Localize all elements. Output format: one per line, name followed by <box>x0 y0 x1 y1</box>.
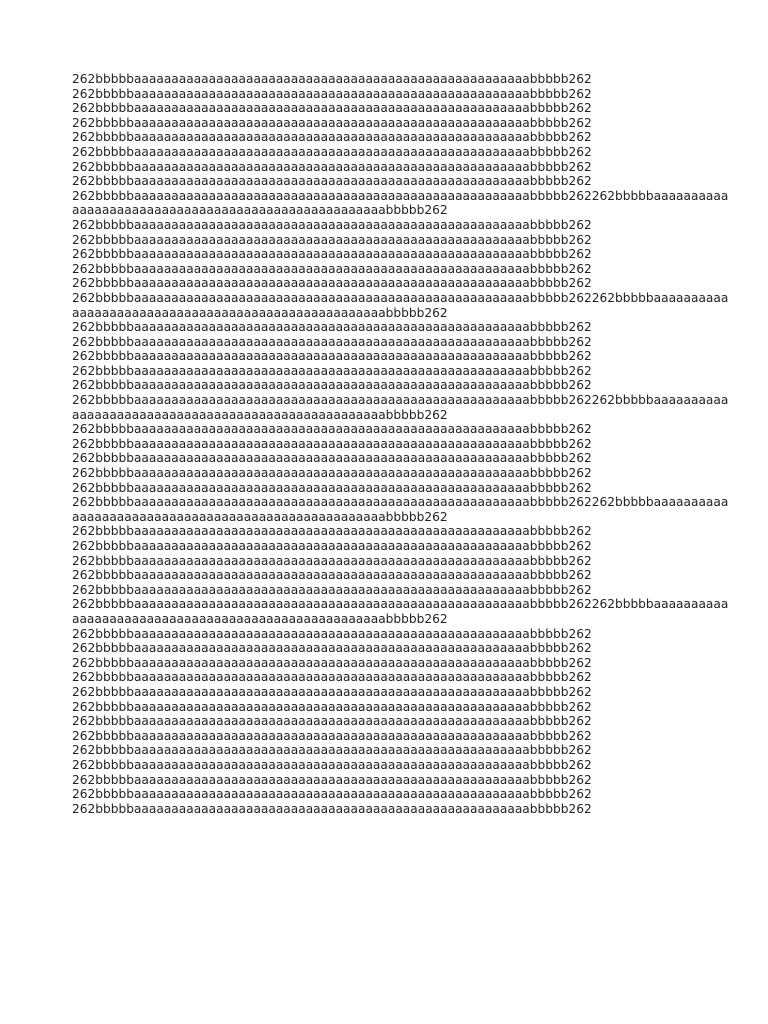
text-line: 262bbbbbaaaaaaaaaaaaaaaaaaaaaaaaaaaaaaaaaaaaaaaaaaaaaaaaaaaaabbbbb262 <box>72 655 592 670</box>
text-line: 262bbbbbaaaaaaaaaaaaaaaaaaaaaaaaaaaaaaaaaaaaaaaaaaaaaaaaaaaaabbbbb262 <box>72 568 592 583</box>
text-line: 262bbbbbaaaaaaaaaaaaaaaaaaaaaaaaaaaaaaaaaaaaaaaaaaaaaaaaaaaaabbbbb262 <box>72 641 592 656</box>
text-line: 262bbbbbaaaaaaaaaaaaaaaaaaaaaaaaaaaaaaaaaaaaaaaaaaaaaaaaaaaaabbbbb262 <box>72 174 592 189</box>
text-line: 262bbbbbaaaaaaaaaaaaaaaaaaaaaaaaaaaaaaaaaaaaaaaaaaaaaaaaaaaaabbbbb262262bbbbbaaaaaaaaaa <box>72 393 729 408</box>
text-line: 262bbbbbaaaaaaaaaaaaaaaaaaaaaaaaaaaaaaaaaaaaaaaaaaaaaaaaaaaaabbbbb262 <box>72 349 592 364</box>
text-line: 262bbbbbaaaaaaaaaaaaaaaaaaaaaaaaaaaaaaaaaaaaaaaaaaaaaaaaaaaaabbbbb262 <box>72 772 592 787</box>
text-line: 262bbbbbaaaaaaaaaaaaaaaaaaaaaaaaaaaaaaaaaaaaaaaaaaaaaaaaaaaaabbbbb262 <box>72 115 592 130</box>
text-line: 262bbbbbaaaaaaaaaaaaaaaaaaaaaaaaaaaaaaaaaaaaaaaaaaaaaaaaaaaaabbbbb262 <box>72 801 592 816</box>
text-line: 262bbbbbaaaaaaaaaaaaaaaaaaaaaaaaaaaaaaaaaaaaaaaaaaaaaaaaaaaaabbbbb262 <box>72 217 592 232</box>
text-line: 262bbbbbaaaaaaaaaaaaaaaaaaaaaaaaaaaaaaaaaaaaaaaaaaaaaaaaaaaaabbbbb262 <box>72 320 592 335</box>
text-line: 262bbbbbaaaaaaaaaaaaaaaaaaaaaaaaaaaaaaaaaaaaaaaaaaaaaaaaaaaaabbbbb262 <box>72 436 592 451</box>
text-line: 262bbbbbaaaaaaaaaaaaaaaaaaaaaaaaaaaaaaaaaaaaaaaaaaaaaaaaaaaaabbbbb262262bbbbbaaaaaaaaaa <box>72 597 729 612</box>
text-line: 262bbbbbaaaaaaaaaaaaaaaaaaaaaaaaaaaaaaaaaaaaaaaaaaaaaaaaaaaaabbbbb262 <box>72 699 592 714</box>
text-line: 262bbbbbaaaaaaaaaaaaaaaaaaaaaaaaaaaaaaaaaaaaaaaaaaaaaaaaaaaaabbbbb262 <box>72 72 592 86</box>
text-line: 262bbbbbaaaaaaaaaaaaaaaaaaaaaaaaaaaaaaaaaaaaaaaaaaaaaaaaaaaaabbbbb262 <box>72 247 592 262</box>
text-line: 262bbbbbaaaaaaaaaaaaaaaaaaaaaaaaaaaaaaaaaaaaaaaaaaaaaaaaaaaaabbbbb262 <box>72 144 592 159</box>
text-line: 262bbbbbaaaaaaaaaaaaaaaaaaaaaaaaaaaaaaaaaaaaaaaaaaaaaaaaaaaaabbbbb262 <box>72 378 592 393</box>
text-line: 262bbbbbaaaaaaaaaaaaaaaaaaaaaaaaaaaaaaaaaaaaaaaaaaaaaaaaaaaaabbbbb262 <box>72 334 592 349</box>
text-line: 262bbbbbaaaaaaaaaaaaaaaaaaaaaaaaaaaaaaaaaaaaaaaaaaaaaaaaaaaaabbbbb262262bbbbbaaaaaaaaaa <box>72 290 729 305</box>
text-line: 262bbbbbaaaaaaaaaaaaaaaaaaaaaaaaaaaaaaaaaaaaaaaaaaaaaaaaaaaaabbbbb262 <box>72 276 592 291</box>
text-line: 262bbbbbaaaaaaaaaaaaaaaaaaaaaaaaaaaaaaaaaaaaaaaaaaaaaaaaaaaaabbbbb262 <box>72 670 592 685</box>
text-line: aaaaaaaaaaaaaaaaaaaaaaaaaaaaaaaaaaaaaaaaaabbbbb262 <box>72 203 448 218</box>
text-line: 262bbbbbaaaaaaaaaaaaaaaaaaaaaaaaaaaaaaaaaaaaaaaaaaaaaaaaaaaaabbbbb262 <box>72 787 592 802</box>
text-line: 262bbbbbaaaaaaaaaaaaaaaaaaaaaaaaaaaaaaaaaaaaaaaaaaaaaaaaaaaaabbbbb262 <box>72 743 592 758</box>
text-line: aaaaaaaaaaaaaaaaaaaaaaaaaaaaaaaaaaaaaaaaaabbbbb262 <box>72 509 448 524</box>
text-line: 262bbbbbaaaaaaaaaaaaaaaaaaaaaaaaaaaaaaaaaaaaaaaaaaaaaaaaaaaaabbbbb262 <box>72 232 592 247</box>
text-line: 262bbbbbaaaaaaaaaaaaaaaaaaaaaaaaaaaaaaaaaaaaaaaaaaaaaaaaaaaaabbbbb262 <box>72 626 592 641</box>
text-line: 262bbbbbaaaaaaaaaaaaaaaaaaaaaaaaaaaaaaaaaaaaaaaaaaaaaaaaaaaaabbbbb262 <box>72 524 592 539</box>
text-line: 262bbbbbaaaaaaaaaaaaaaaaaaaaaaaaaaaaaaaaaaaaaaaaaaaaaaaaaaaaabbbbb262 <box>72 480 592 495</box>
text-line: 262bbbbbaaaaaaaaaaaaaaaaaaaaaaaaaaaaaaaaaaaaaaaaaaaaaaaaaaaaabbbbb262 <box>72 363 592 378</box>
text-line: 262bbbbbaaaaaaaaaaaaaaaaaaaaaaaaaaaaaaaaaaaaaaaaaaaaaaaaaaaaabbbbb262 <box>72 101 592 116</box>
text-line: 262bbbbbaaaaaaaaaaaaaaaaaaaaaaaaaaaaaaaaaaaaaaaaaaaaaaaaaaaaabbbbb262 <box>72 539 592 553</box>
text-line: 262bbbbbaaaaaaaaaaaaaaaaaaaaaaaaaaaaaaaaaaaaaaaaaaaaaaaaaaaaabbbbb262 <box>72 86 592 101</box>
text-line: aaaaaaaaaaaaaaaaaaaaaaaaaaaaaaaaaaaaaaaaaabbbbb262 <box>72 407 448 422</box>
text-line: 262bbbbbaaaaaaaaaaaaaaaaaaaaaaaaaaaaaaaaaaaaaaaaaaaaaaaaaaaaabbbbb262 <box>72 728 592 743</box>
text-line: 262bbbbbaaaaaaaaaaaaaaaaaaaaaaaaaaaaaaaaaaaaaaaaaaaaaaaaaaaaabbbbb262262bbbbbaaaaaaaaaa <box>72 495 729 510</box>
text-line: aaaaaaaaaaaaaaaaaaaaaaaaaaaaaaaaaaaaaaaaaabbbbb262 <box>72 611 448 626</box>
text-line: 262bbbbbaaaaaaaaaaaaaaaaaaaaaaaaaaaaaaaaaaaaaaaaaaaaaaaaaaaaabbbbb262 <box>72 466 592 481</box>
text-line: 262bbbbbaaaaaaaaaaaaaaaaaaaaaaaaaaaaaaaaaaaaaaaaaaaaaaaaaaaaabbbbb262 <box>72 714 592 729</box>
text-line: 262bbbbbaaaaaaaaaaaaaaaaaaaaaaaaaaaaaaaaaaaaaaaaaaaaaaaaaaaaabbbbb262 <box>72 130 592 145</box>
text-line: 262bbbbbaaaaaaaaaaaaaaaaaaaaaaaaaaaaaaaaaaaaaaaaaaaaaaaaaaaaabbbbb262 <box>72 553 592 568</box>
text-line: 262bbbbbaaaaaaaaaaaaaaaaaaaaaaaaaaaaaaaaaaaaaaaaaaaaaaaaaaaaabbbbb262 <box>72 261 592 276</box>
text-line: aaaaaaaaaaaaaaaaaaaaaaaaaaaaaaaaaaaaaaaaaabbbbb262 <box>72 305 448 320</box>
text-line: 262bbbbbaaaaaaaaaaaaaaaaaaaaaaaaaaaaaaaaaaaaaaaaaaaaaaaaaaaaabbbbb262 <box>72 451 592 466</box>
document-body-text <box>72 72 729 816</box>
text-line: 262bbbbbaaaaaaaaaaaaaaaaaaaaaaaaaaaaaaaaaaaaaaaaaaaaaaaaaaaaabbbbb262262bbbbbaaaaaaaaaa <box>72 188 729 203</box>
text-line: 262bbbbbaaaaaaaaaaaaaaaaaaaaaaaaaaaaaaaaaaaaaaaaaaaaaaaaaaaaabbbbb262 <box>72 422 592 437</box>
text-line: 262bbbbbaaaaaaaaaaaaaaaaaaaaaaaaaaaaaaaaaaaaaaaaaaaaaaaaaaaaabbbbb262 <box>72 582 592 597</box>
text-line: 262bbbbbaaaaaaaaaaaaaaaaaaaaaaaaaaaaaaaaaaaaaaaaaaaaaaaaaaaaabbbbb262 <box>72 159 592 174</box>
text-line: 262bbbbbaaaaaaaaaaaaaaaaaaaaaaaaaaaaaaaaaaaaaaaaaaaaaaaaaaaaabbbbb262 <box>72 757 592 772</box>
text-line: 262bbbbbaaaaaaaaaaaaaaaaaaaaaaaaaaaaaaaaaaaaaaaaaaaaaaaaaaaaabbbbb262 <box>72 684 592 699</box>
